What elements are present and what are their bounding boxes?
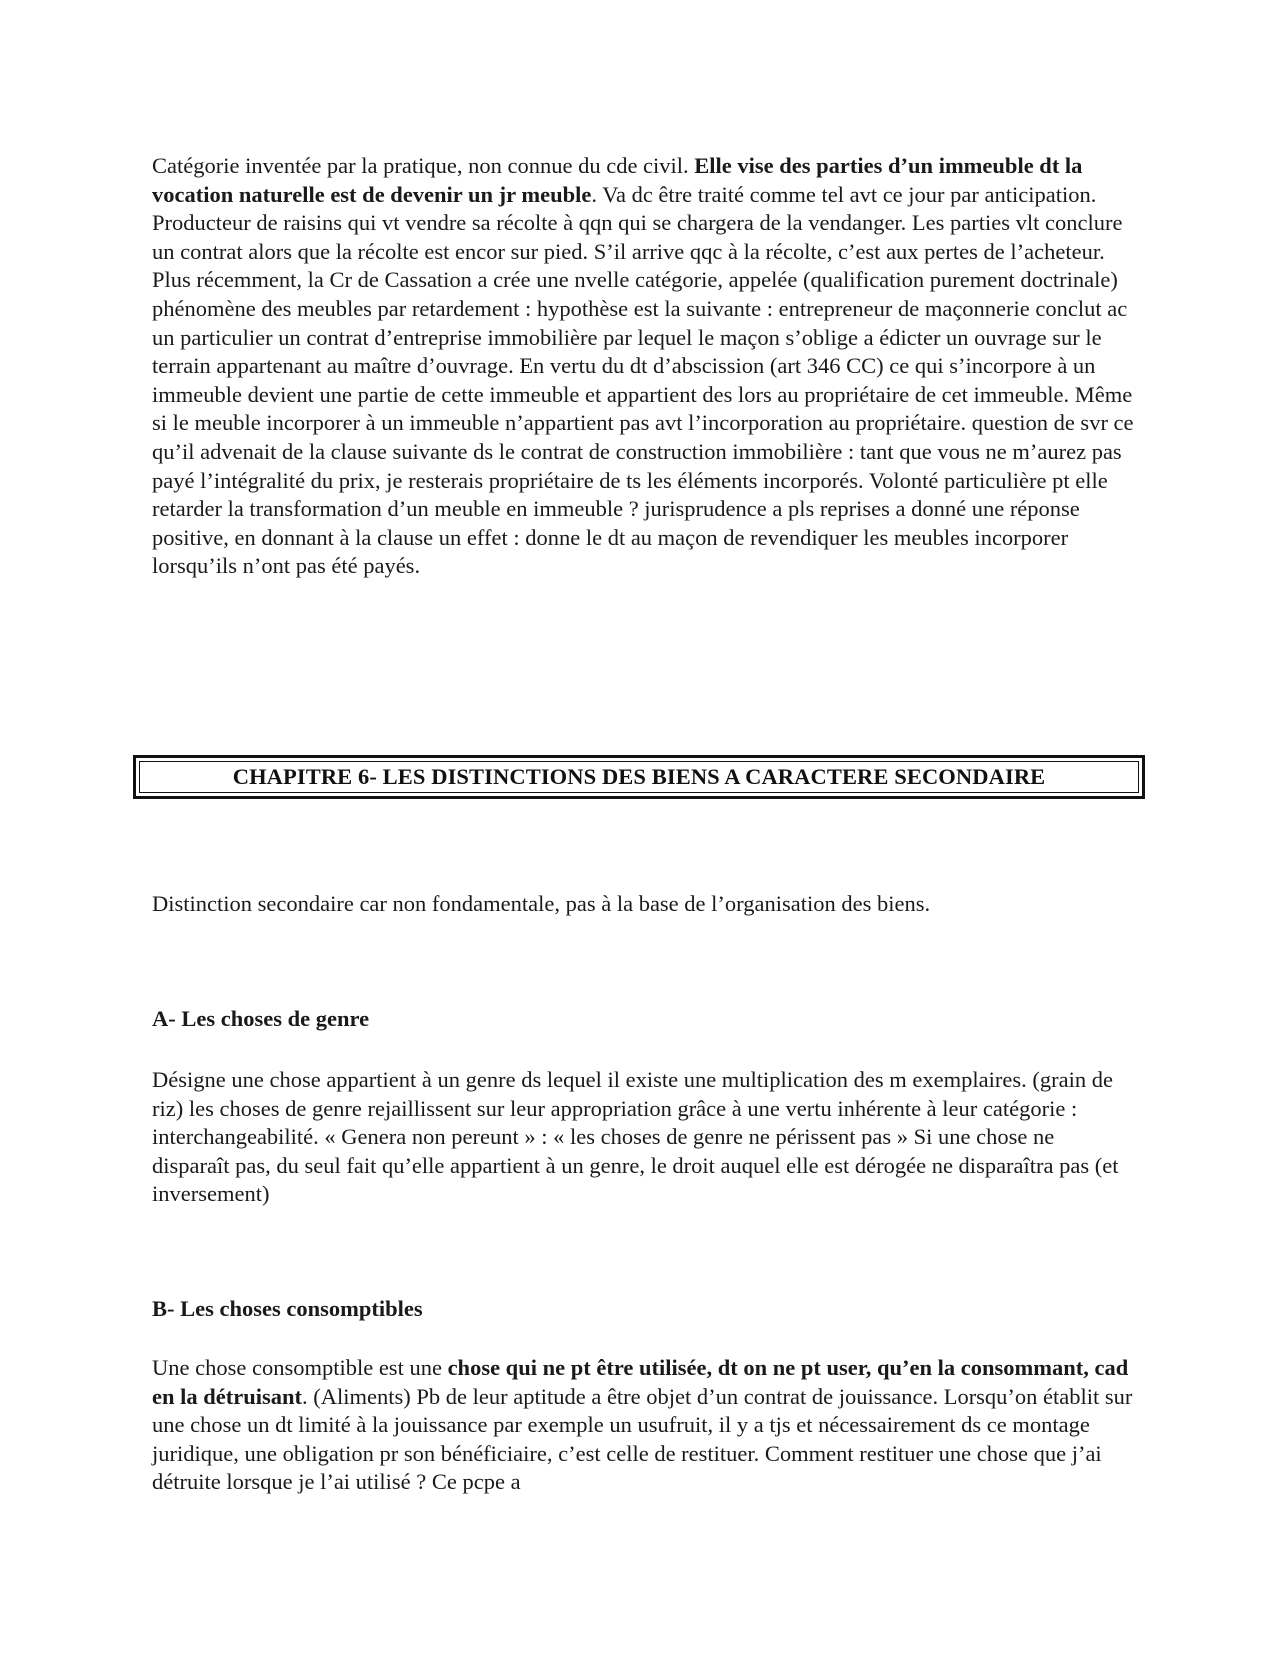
- section-b-bold-text: chose qui ne pt être utilisée, dt on ne pt user, qu’en la consommant, cad en la détruisant: [152, 1355, 1129, 1409]
- section-b-text-2: . (Aliments) Pb de leur aptitude a être objet d’un contrat de jouissance. Lorsqu’on établit sur une chose un dt limité à la jouissance par exemple un usufruit, il y a tjs et nécessairement ds ce montage juridique, une obligation pr son bénéficiaire, c’est celle de restituer. Comment restituer une chose que j’ai détruite lorsque je l’ai utilisé ? Ce pcpe a: [152, 1383, 1133, 1495]
- intro-text-1: Catégorie inventée par la pratique, non connue du cde civil.: [152, 153, 695, 178]
- chapter-title: CHAPITRE 6- LES DISTINCTIONS DES BIENS A CARACTERE SECONDAIRE: [232, 764, 1046, 789]
- chapter-title-box: [133, 755, 1145, 799]
- intro-bold-text: Elle vise des parties d’un immeuble dt la vocation naturelle est de devenir un jr meuble: [152, 153, 1083, 207]
- section-a-heading: A- Les choses de genre: [152, 1006, 370, 1031]
- section-a-paragraph: Désigne une chose appartient à un genre ds lequel il existe une multiplication des m exemplaires. (grain de riz) les choses de genre rejaillissent sur leur appropriation grâce à une vertu inhérente à leur catégorie : interchangeabilité. « Genera non pereunt » : « les choses de genre ne périssent pas » Si une chose ne disparaît pas, du seul fait qu’elle appartient à un genre, le droit auquel elle est dérogée ne disparaîtra pas (et inversement): [152, 1067, 1119, 1207]
- chapter-intro-paragraph: Distinction secondaire car non fondamentale, pas à la base de l’organisation des biens.: [152, 891, 931, 916]
- chapter-title-inner-border: [139, 761, 1139, 793]
- intro-text-2: . Va dc être traité comme tel avt ce jour par anticipation. Producteur de raisins qui vt vendre sa récolte à qqn qui se chargera de la vendanger. Les parties vlt conclure un contrat alors que la récolte est encor sur pied. S’il arrive qqc à la récolte, c’est aux pertes de l’acheteur. Plus récemment, la Cr de Cassation a crée une nvelle catégorie, appelée (qualification purement doctrinale) phénomène des meubles par retardement : hypothèse est la suivante : entrepreneur de maçonnerie conclut ac un particulier un contrat d’entreprise immobilière par lequel le maçon s’oblige a édicter un ouvrage sur le terrain appartenant au maître d’ouvrage. En vertu du dt d’abscission (art 346 CC) ce qui s’incorpore à un immeuble devient une partie de cette immeuble et appartient des lors au propriétaire de cet immeuble. Même si le meuble incorporer à un immeuble n’appartient pas avt l’incorporation au propriétaire. question de svr ce qu’il advenait de la clause suivante ds le contrat de construction immobilière : tant que vous ne m’aurez pas payé l’intégralité du prix, je resterais propriétaire de ts les éléments incorporés. Volonté particulière pt elle retarder la transformation d’un meuble en immeuble ? jurisprudence a pls reprises a donné une réponse positive, en donnant à la clause un effet : donne le dt au maçon de revendiquer les meubles incorporer lorsqu’ils n’ont pas été payés.: [152, 181, 1134, 579]
- section-b-paragraph: [152, 1354, 1136, 1497]
- section-b-heading: B- Les choses consomptibles: [152, 1296, 423, 1321]
- section-b-text-1: Une chose consomptible est une: [152, 1355, 448, 1380]
- intro-paragraph: [152, 152, 1136, 581]
